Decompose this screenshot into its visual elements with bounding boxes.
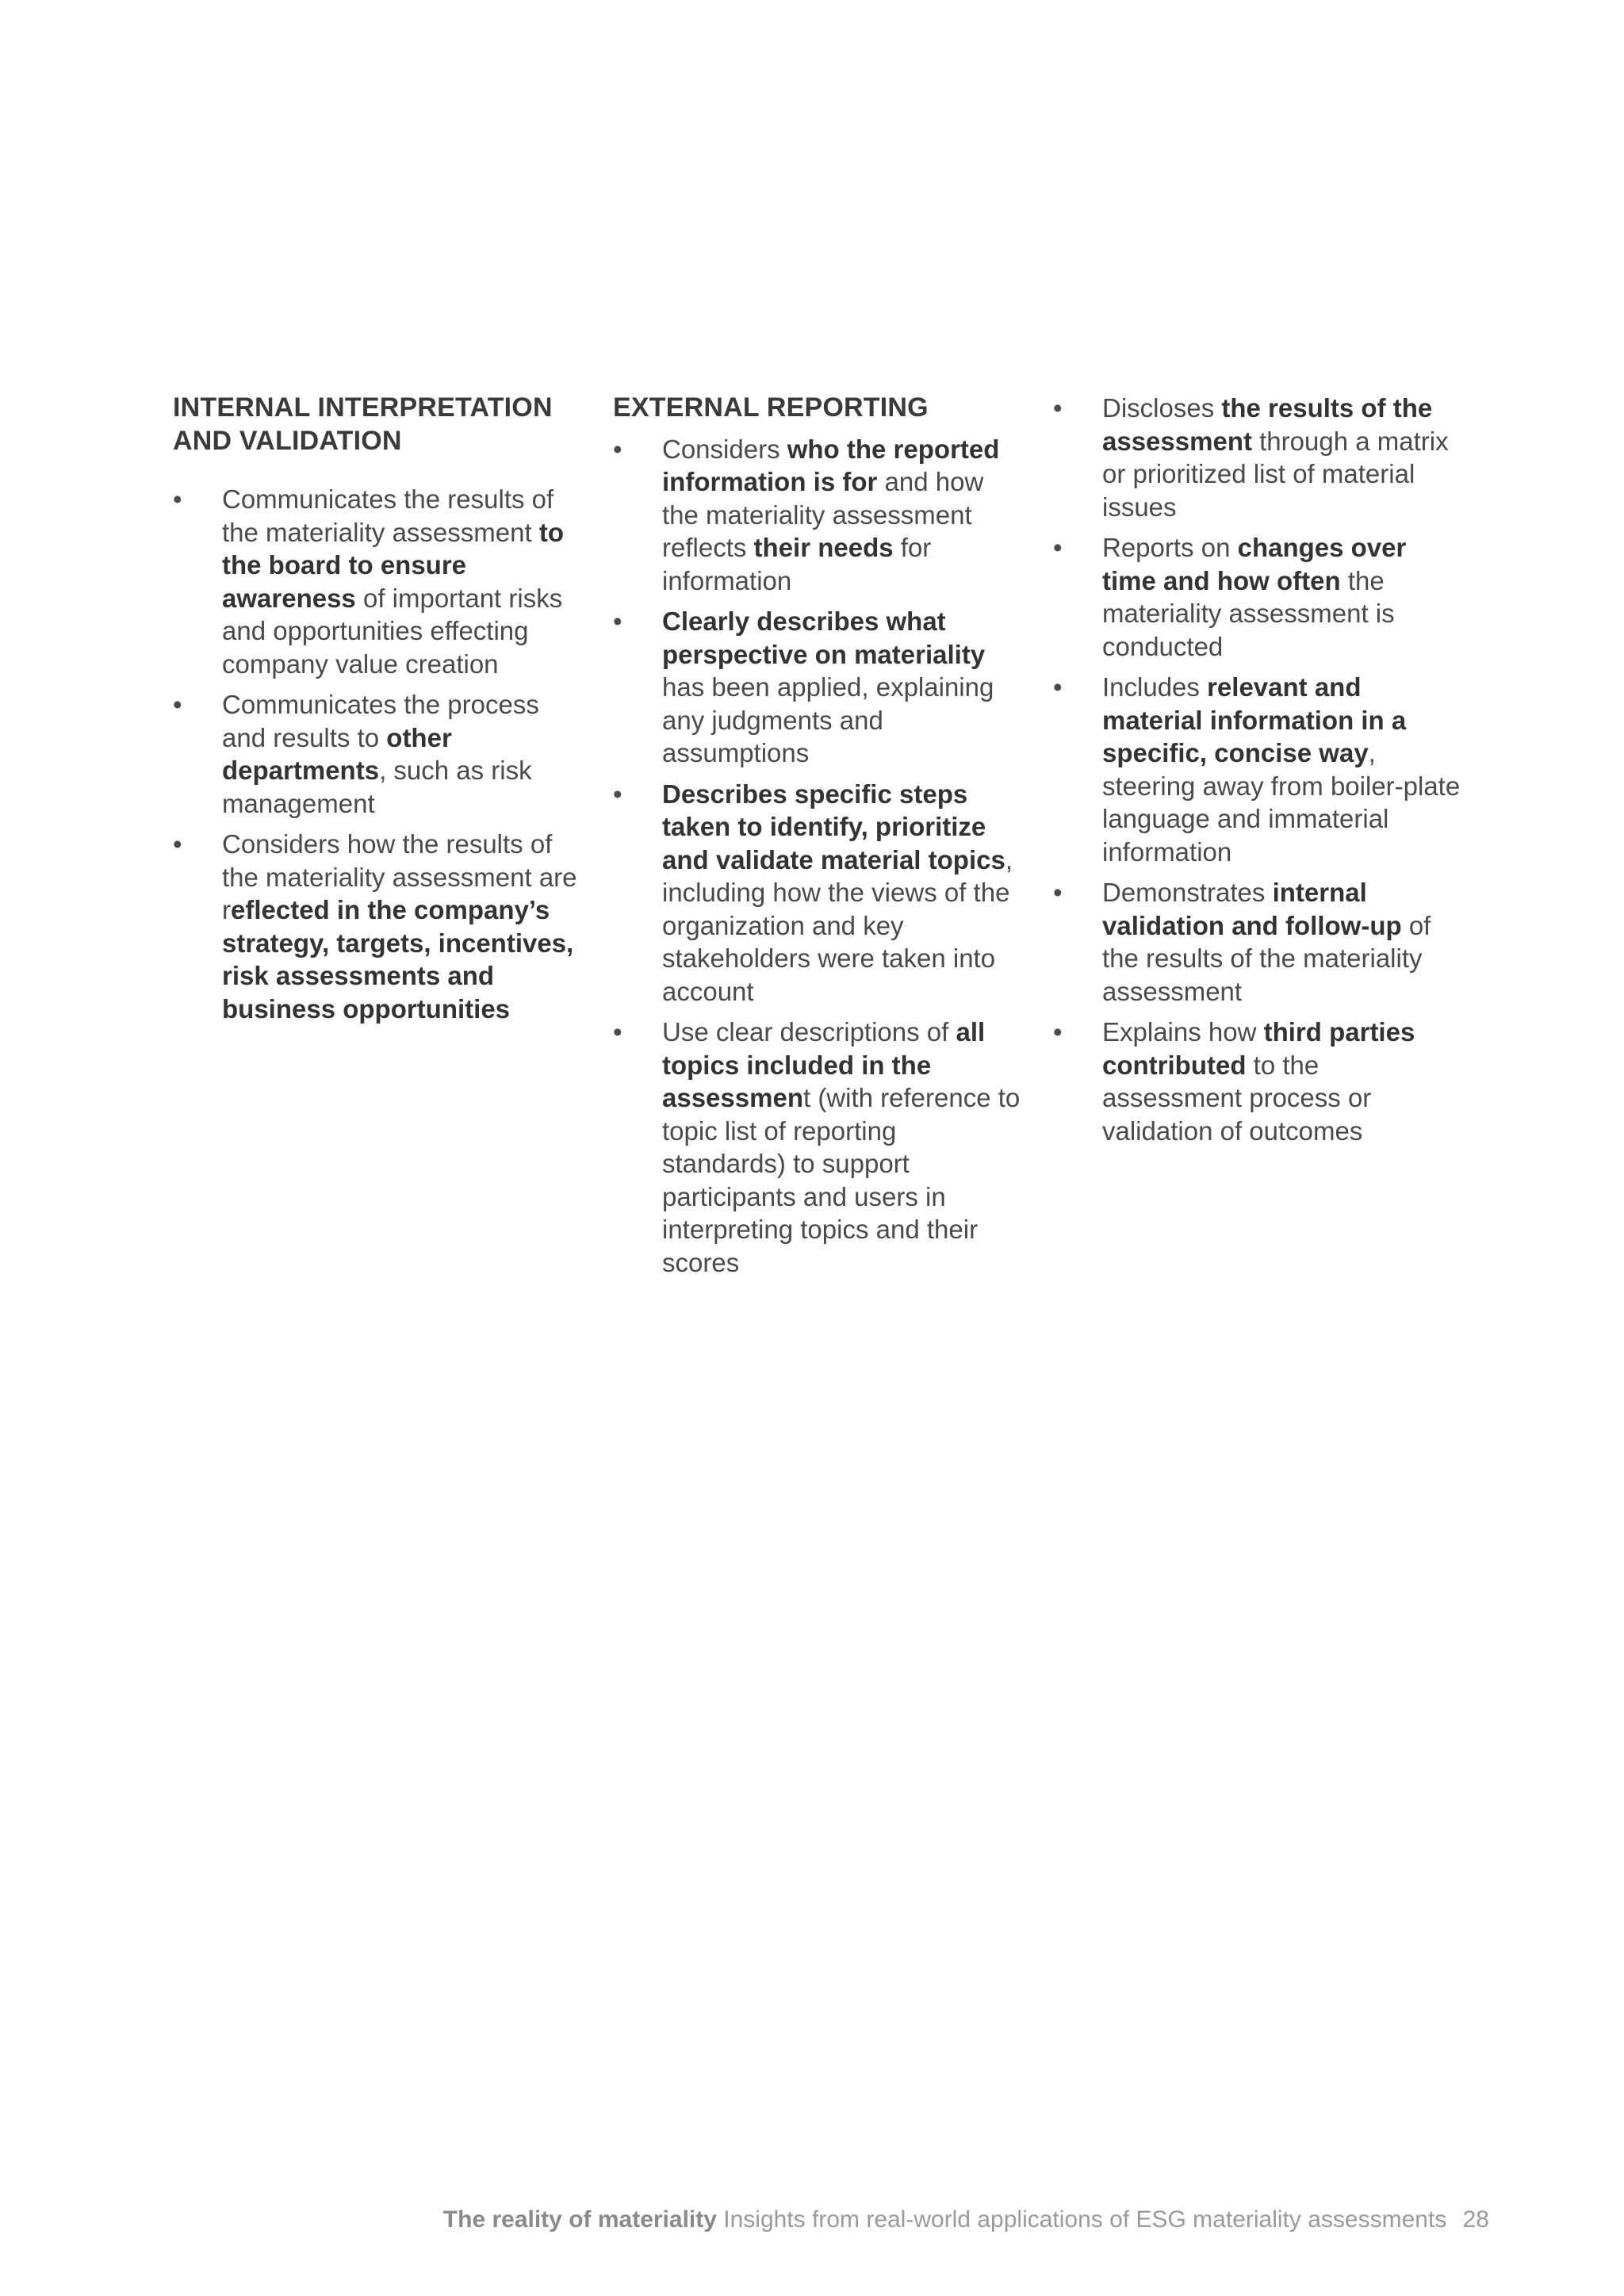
footer-publication-title: The reality of materiality [442, 2206, 717, 2233]
list-item [1053, 531, 1465, 663]
list-item [613, 605, 1025, 770]
bold-text: third parties contributed [1102, 1017, 1415, 1080]
bold-text: relevant and material information in a specific, concise way [1102, 672, 1407, 767]
item-text: of important risks and opportunities effecting company value creation [222, 583, 563, 679]
item-text: Discloses [1102, 393, 1222, 423]
bold-text: all topics included in the assessmen [662, 1017, 986, 1112]
item-text: of the results of the materiality assessment [1102, 910, 1431, 1006]
list-item [1053, 392, 1465, 523]
bold-text: to the board to ensure awareness [222, 517, 564, 613]
list-item [613, 433, 1025, 598]
item-text: t (with reference to topic list of reporting standards) to support participants and users in interpreting topics and their scores [662, 1083, 1021, 1277]
bullet-list [613, 433, 1025, 1280]
item-text: Communicates the results of the materiality assessment [222, 484, 554, 547]
bold-text: eflected in the company’s strategy, targets, incentives, risk assessments and business opportunities [222, 895, 574, 1024]
bullet-icon: • [613, 607, 622, 636]
bold-text: other departments [222, 722, 452, 785]
item-text: Demonstrates [1102, 878, 1273, 907]
column-external-reporting [613, 392, 1025, 1287]
item-text: , such as risk management [222, 756, 532, 818]
bullet-icon: • [173, 690, 182, 719]
list-item [173, 828, 585, 1025]
column-heading [173, 392, 585, 457]
bold-text: who the reported information is for [662, 434, 1000, 496]
bullet-list [1053, 392, 1465, 1147]
column-heading-line: INTERNAL INTERPRETATION [173, 392, 553, 423]
bold-text: internal validation and follow-up [1102, 878, 1402, 940]
bold-text: changes over time and how often [1102, 533, 1407, 595]
bold-text: the results of the assessment [1102, 393, 1433, 456]
list-item [1053, 876, 1465, 1008]
bullet-icon: • [613, 779, 622, 809]
item-text: Explains how [1102, 1017, 1264, 1047]
column-heading-line: EXTERNAL REPORTING [613, 392, 929, 423]
item-text: Includes [1102, 672, 1208, 702]
item-text: Considers [662, 434, 787, 464]
bullet-icon: • [173, 484, 182, 514]
bold-text: their needs [753, 533, 894, 562]
item-text: through a matrix or prioritized list of material issues [1102, 426, 1449, 522]
item-text: to the assessment process or validation of outcomes [1102, 1050, 1372, 1146]
list-item [173, 688, 585, 820]
list-item [1053, 1016, 1465, 1147]
column-internal-interpretation [173, 392, 585, 1033]
item-text: Communicates the process and results to [222, 690, 539, 752]
bullet-icon: • [613, 434, 622, 464]
bullet-icon: • [1053, 393, 1063, 423]
bullet-list [173, 483, 585, 1025]
item-text: Use clear descriptions of [662, 1017, 956, 1047]
bullet-icon: • [1053, 672, 1063, 702]
item-text: the materiality assessment is conducted [1102, 565, 1395, 661]
item-text: for information [662, 533, 932, 595]
list-item [613, 778, 1025, 1008]
footer-subtitle: Insights from real-world applications of ESG materiality assessments [723, 2206, 1447, 2233]
item-text: Reports on [1102, 533, 1238, 562]
bullet-icon: • [173, 829, 182, 859]
column-heading-line: AND VALIDATION [173, 425, 402, 456]
item-text: and how the materiality assessment reflects [662, 467, 984, 562]
list-item [173, 483, 585, 680]
list-item [613, 1016, 1025, 1279]
bullet-icon: • [1053, 533, 1063, 562]
list-item [1053, 671, 1465, 868]
bold-text: Describes specific steps taken to identify, prioritize and validate material topics [662, 779, 1005, 874]
item-text: has been applied, explaining any judgments and assumptions [662, 672, 994, 767]
bullet-icon: • [1053, 878, 1063, 907]
bullet-icon: • [613, 1017, 622, 1047]
item-text: , including how the views of the organization and key stakeholders were taken into account [662, 844, 1013, 1006]
page-footer [0, 2204, 1489, 2236]
page-number: 28 [1462, 2206, 1489, 2233]
bold-text: Clearly describes what perspective on materiality [662, 607, 986, 669]
item-text: , steering away from boiler-plate language and immaterial information [1102, 738, 1461, 867]
item-text: Considers how the results of the materiality assessment are r [222, 829, 577, 924]
column-heading [613, 392, 1025, 425]
column-external-reporting-continued [1053, 392, 1465, 1155]
bullet-icon: • [1053, 1017, 1063, 1047]
